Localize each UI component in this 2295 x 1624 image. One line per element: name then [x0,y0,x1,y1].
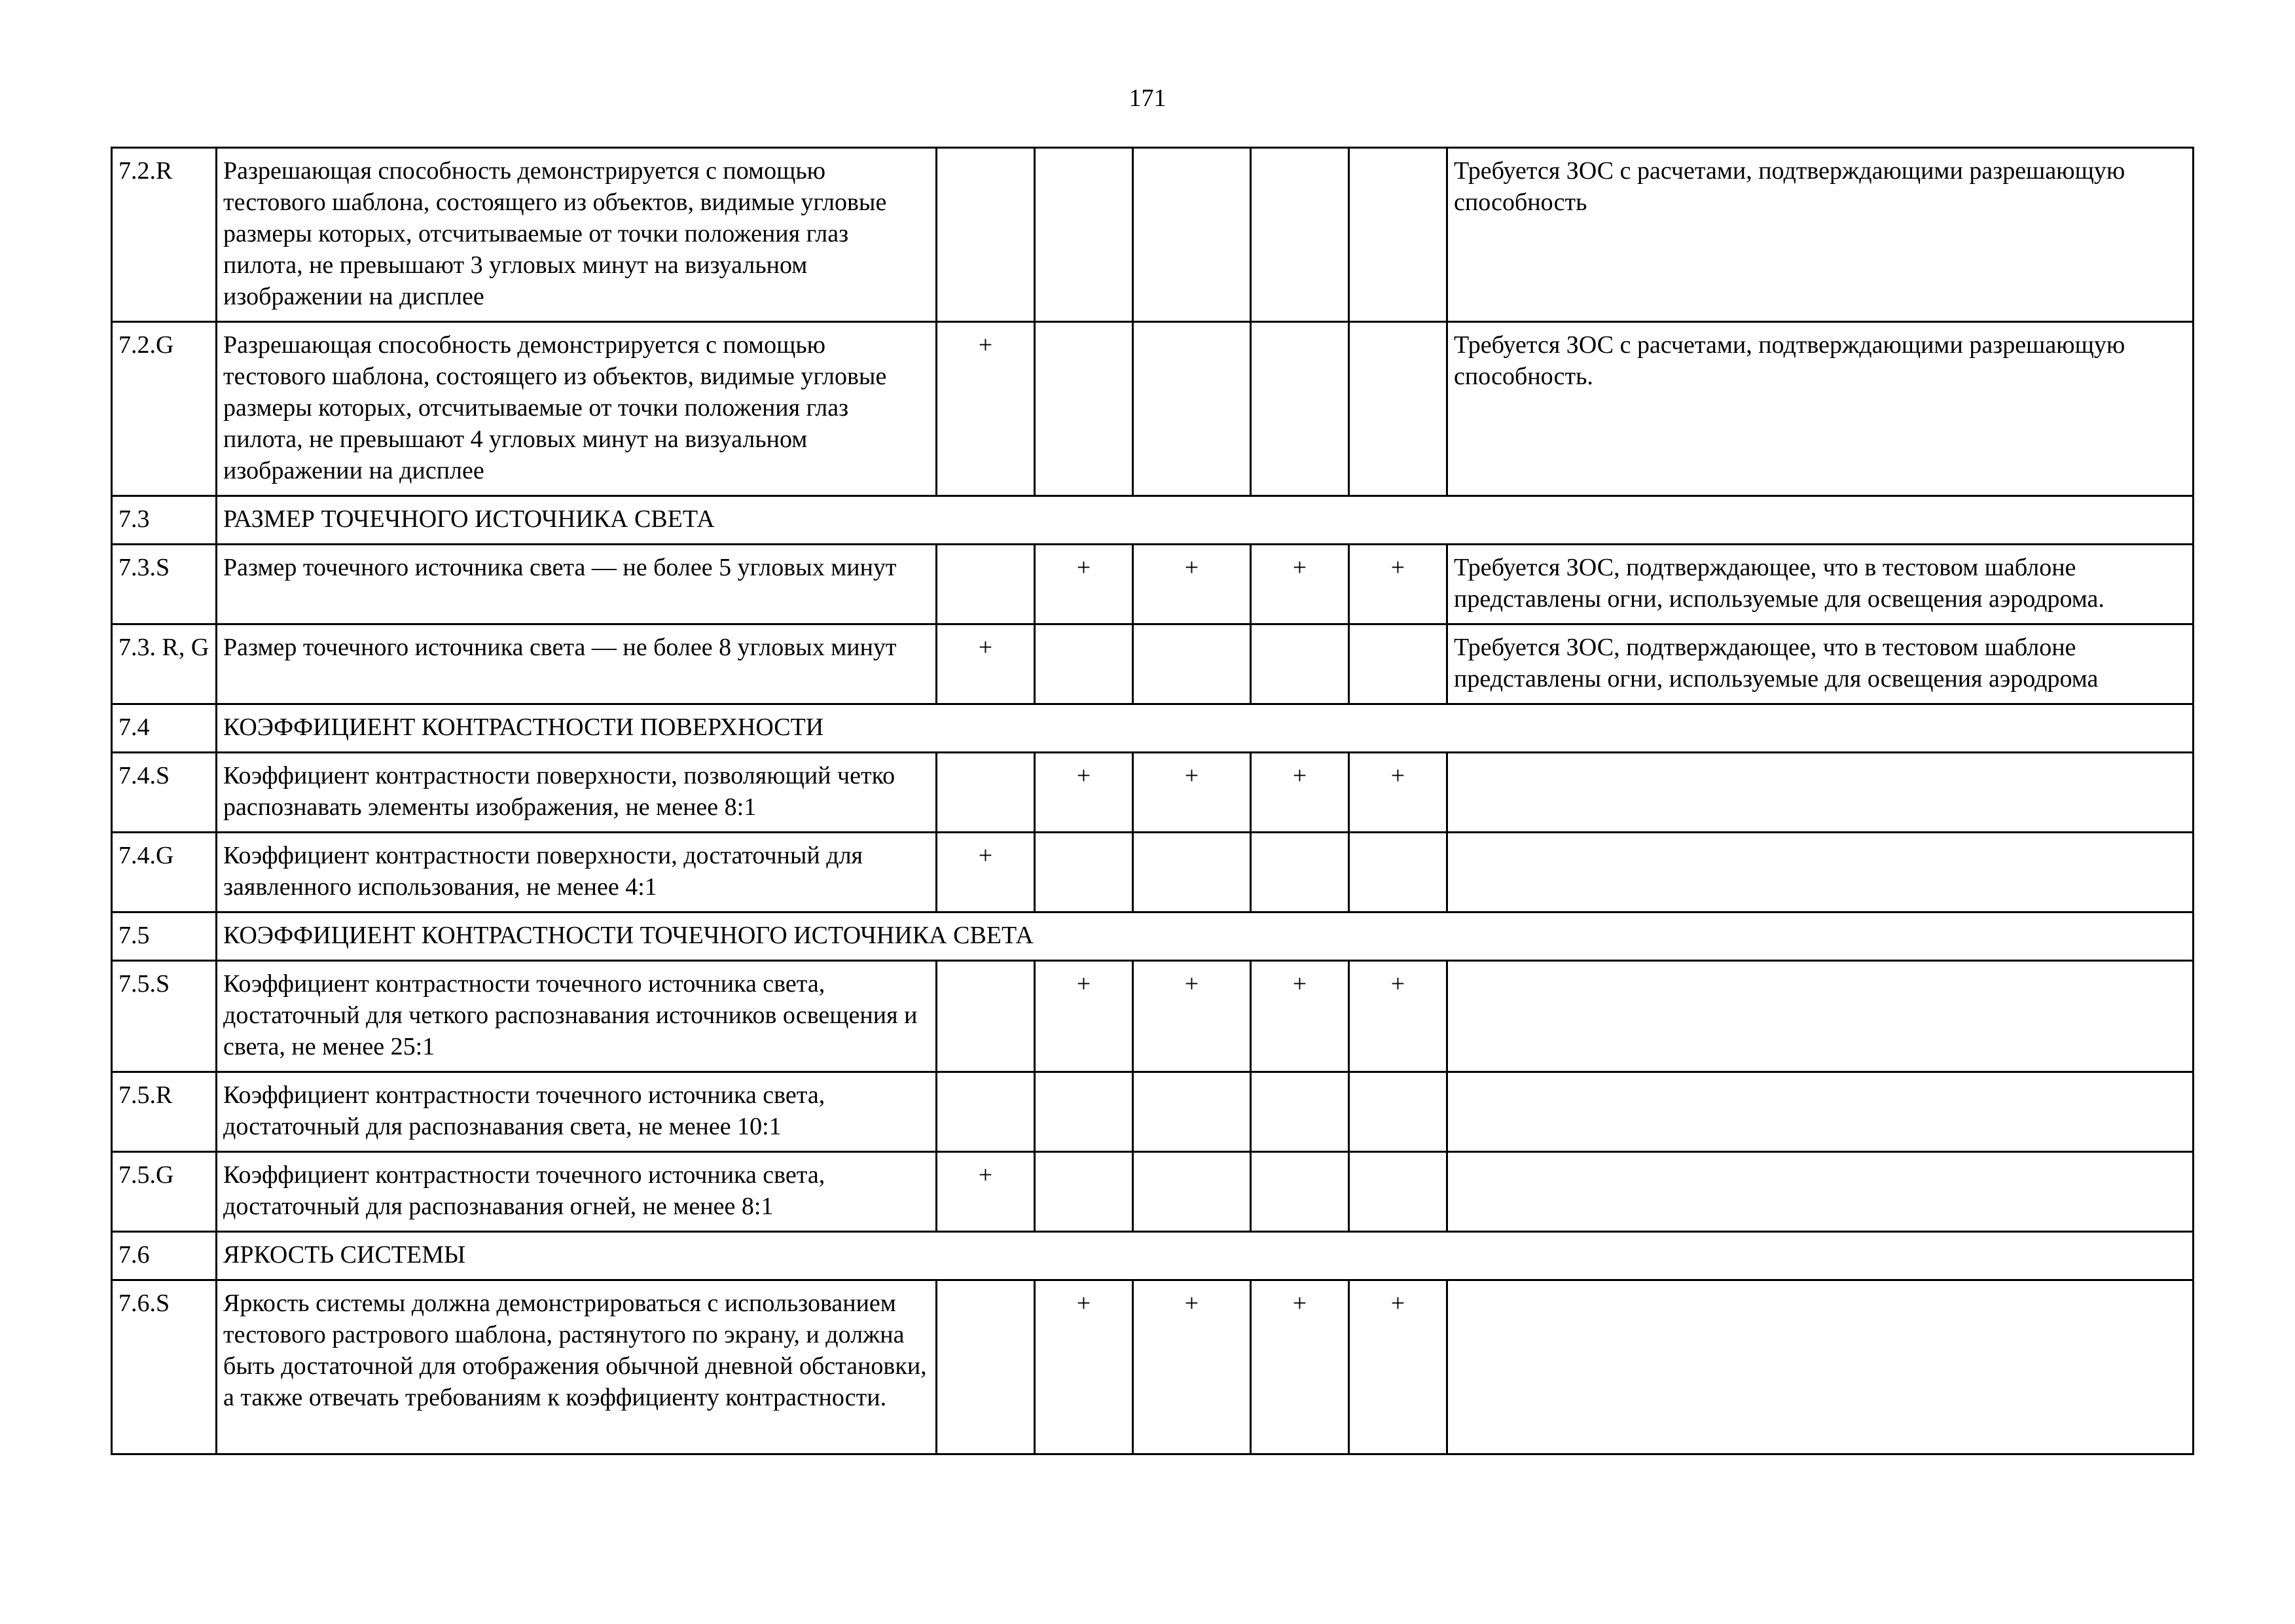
section-row [112,1232,2194,1280]
applicability-mark-3 [1133,833,1251,912]
section-title: КОЭФФИЦИЕНТ КОНТРАСТНОСТИ ПОВЕРХНОСТИ [217,704,2194,753]
section-title: КОЭФФИЦИЕНТ КОНТРАСТНОСТИ ТОЧЕЧНОГО ИСТОЧНИКА СВЕТА [217,912,2194,961]
requirement-note: Требуется ЗОС с расчетами, подтверждающими разрешающую способность. [1447,322,2194,496]
section-code: 7.5 [112,912,217,961]
requirement-row [112,961,2194,1072]
applicability-mark-2 [1035,833,1133,912]
applicability-mark-1 [937,961,1035,1072]
applicability-mark-1: + [937,833,1035,912]
applicability-mark-2: + [1035,961,1133,1072]
applicability-mark-1 [937,545,1035,624]
applicability-mark-4: + [1251,1280,1349,1454]
section-row [112,496,2194,545]
applicability-mark-5: + [1349,1280,1447,1454]
applicability-mark-4 [1251,1072,1349,1152]
applicability-mark-5 [1349,624,1447,704]
applicability-mark-1: + [937,1152,1035,1232]
requirement-row [112,148,2194,322]
requirement-text: Коэффициент контрастности точечного источника света, достаточный для четкого распознавания источников освещения и света, не менее 25:1 [217,961,937,1072]
applicability-mark-2 [1035,624,1133,704]
applicability-mark-3 [1133,1072,1251,1152]
requirement-text: Разрешающая способность демонстрируется с помощью тестового шаблона, состоящего из объектов, видимые угловые размеры которых, отсчитываемые от точки положения глаз пилота, не превышают 3 угловых минут на визуальном изображении на дисплее [217,148,937,322]
section-code: 7.3 [112,496,217,545]
requirement-text: Размер точечного источника света — не более 5 угловых минут [217,545,937,624]
requirement-note [1447,1280,2194,1454]
requirement-code: 7.5.G [112,1152,217,1232]
requirement-code: 7.2.G [112,322,217,496]
requirement-code: 7.6.S [112,1280,217,1454]
applicability-mark-1: + [937,624,1035,704]
applicability-mark-1 [937,753,1035,833]
requirement-code: 7.3.S [112,545,217,624]
section-title: ЯРКОСТЬ СИСТЕМЫ [217,1232,2194,1280]
requirement-text: Коэффициент контрастности точечного источника света, достаточный для распознавания огней, не менее 8:1 [217,1152,937,1232]
section-row [112,704,2194,753]
requirement-code: 7.4.S [112,753,217,833]
applicability-mark-1 [937,1280,1035,1454]
requirement-note: Требуется ЗОС, подтверждающее, что в тестовом шаблоне представлены огни, используемые для освещения аэродрома [1447,624,2194,704]
applicability-mark-3 [1133,322,1251,496]
applicability-mark-5: + [1349,753,1447,833]
applicability-mark-2: + [1035,753,1133,833]
applicability-mark-3: + [1133,753,1251,833]
applicability-mark-4: + [1251,545,1349,624]
requirement-code: 7.5.R [112,1072,217,1152]
applicability-mark-5 [1349,833,1447,912]
requirement-row [112,545,2194,624]
applicability-mark-1 [937,148,1035,322]
section-row [112,912,2194,961]
requirement-note [1447,961,2194,1072]
applicability-mark-1 [937,1072,1035,1152]
requirement-note: Требуется ЗОС с расчетами, подтверждающими разрешающую способность [1447,148,2194,322]
requirement-note [1447,1072,2194,1152]
section-title: РАЗМЕР ТОЧЕЧНОГО ИСТОЧНИКА СВЕТА [217,496,2194,545]
requirement-row [112,322,2194,496]
requirement-text: Коэффициент контрастности точечного источника света, достаточный для распознавания света, не менее 10:1 [217,1072,937,1152]
applicability-mark-3: + [1133,545,1251,624]
section-code: 7.4 [112,704,217,753]
applicability-mark-4 [1251,322,1349,496]
requirement-text: Яркость системы должна демонстрироваться с использованием тестового растрового шаблона, растянутого по экрану, и должна быть достаточной для отображения обычной дневной обстановки, а также отвечать требованиям к коэффициенту контрастности. [217,1280,937,1454]
applicability-mark-5 [1349,148,1447,322]
requirement-row [112,1072,2194,1152]
applicability-mark-5: + [1349,545,1447,624]
applicability-mark-4: + [1251,961,1349,1072]
applicability-mark-5 [1349,1152,1447,1232]
requirement-row [112,624,2194,704]
applicability-mark-2 [1035,148,1133,322]
applicability-mark-4 [1251,833,1349,912]
requirement-row [112,1280,2194,1454]
applicability-mark-2: + [1035,1280,1133,1454]
requirement-row [112,1152,2194,1232]
applicability-mark-5: + [1349,961,1447,1072]
requirement-text: Разрешающая способность демонстрируется с помощью тестового шаблона, состоящего из объектов, видимые угловые размеры которых, отсчитываемые от точки положения глаз пилота, не превышают 4 угловых минут на визуальном изображении на дисплее [217,322,937,496]
applicability-mark-3 [1133,624,1251,704]
requirement-row [112,753,2194,833]
requirement-text: Коэффициент контрастности поверхности, достаточный для заявленного использования, не менее 4:1 [217,833,937,912]
applicability-mark-4 [1251,148,1349,322]
applicability-mark-3: + [1133,961,1251,1072]
applicability-mark-3: + [1133,1280,1251,1454]
applicability-mark-2 [1035,1072,1133,1152]
requirement-text: Размер точечного источника света — не более 8 угловых минут [217,624,937,704]
page-number: 171 [1129,84,1166,112]
applicability-mark-3 [1133,1152,1251,1232]
requirement-code: 7.5.S [112,961,217,1072]
applicability-mark-1: + [937,322,1035,496]
applicability-mark-2 [1035,322,1133,496]
applicability-mark-2 [1035,1152,1133,1232]
applicability-mark-4: + [1251,753,1349,833]
requirement-note [1447,833,2194,912]
requirement-note [1447,753,2194,833]
requirement-code: 7.3. R, G [112,624,217,704]
applicability-mark-3 [1133,148,1251,322]
applicability-mark-5 [1349,322,1447,496]
requirement-text: Коэффициент контрастности поверхности, позволяющий четко распознавать элементы изображения, не менее 8:1 [217,753,937,833]
requirement-code: 7.2.R [112,148,217,322]
requirement-code: 7.4.G [112,833,217,912]
applicability-mark-5 [1349,1072,1447,1152]
applicability-mark-4 [1251,1152,1349,1232]
requirement-row [112,833,2194,912]
table-body [112,148,2194,1454]
applicability-mark-2: + [1035,545,1133,624]
requirement-note [1447,1152,2194,1232]
requirements-table [111,147,2194,1455]
applicability-mark-4 [1251,624,1349,704]
section-code: 7.6 [112,1232,217,1280]
requirement-note: Требуется ЗОС, подтверждающее, что в тестовом шаблоне представлены огни, используемые для освещения аэродрома. [1447,545,2194,624]
